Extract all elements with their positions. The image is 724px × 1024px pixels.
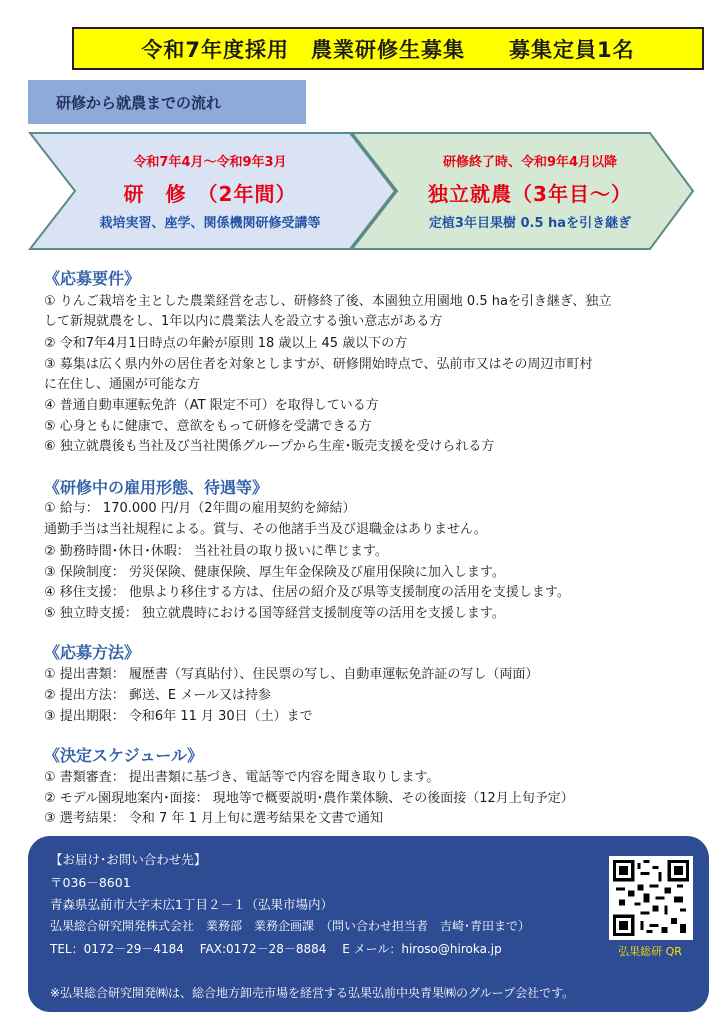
stage2-name: 独立就農（3年目～）: [428, 182, 632, 206]
stage2-detail: 定植3年目果樹 0.5 haを引き継ぎ: [428, 216, 632, 231]
requirement-item: して新規就農をし、1年以内に農業法人を設立する強い意志がある方: [44, 314, 443, 329]
stage1-detail: 栽培実習、座学、関係機関研修受講等: [99, 216, 321, 231]
stage1-period: 令和7年4月～令和9年3月: [133, 155, 287, 170]
employment-item: ④ 移住支援： 他県より移住する方は、住居の紹介及び県等支援制度の活用を支援します。: [44, 585, 570, 600]
qr-code-icon: [613, 860, 689, 936]
page-title: 令和7年度採用 農業研修生募集 募集定員1名: [72, 27, 704, 70]
application-item: ③ 提出期限： 令和6年 11 月 30日（土）まで: [44, 709, 313, 724]
requirement-item: ④ 普通自動車運転免許（AT 限定不可）を取得している方: [44, 398, 379, 413]
stage1-name: 研 修 （2年間）: [123, 182, 297, 206]
contact-panel: [28, 836, 709, 1012]
contact-organization: 弘果総合研究開発株式会社 業務部 業務企画課 （問い合わせ担当者 吉崎･青田まで）: [50, 919, 531, 933]
schedule-heading: 《決定スケジュール》: [44, 746, 204, 765]
stage2-period: 研修終了時、令和9年4月以降: [442, 155, 618, 170]
contact-heading: 【お届け･お問い合わせ先】: [50, 852, 207, 867]
requirement-item: ③ 募集は広く県内外の居住者を対象としますが、研修開始時点で、弘前市又はその周辺市町村: [44, 357, 593, 372]
application-item: ① 提出書類： 履歴書（写真貼付）、住民票の写し、自動車運転免許証の写し（両面）: [44, 667, 539, 682]
schedule-item: ② モデル園現地案内･面接： 現地等で概要説明･農作業体験、その後面接（12月上旬予定）: [44, 791, 574, 806]
employment-item: ① 給与： 170.000 円/月（2年間の雇用契約を締結）: [44, 501, 356, 516]
group-note: ※弘果総合研究開発㈱は、総合地方卸売市場を経営する弘果弘前中央青果㈱のグループ会社です。: [50, 986, 575, 1000]
schedule-item: ① 書類審査： 提出書類に基づき、電話等で内容を聞き取りします。: [44, 770, 440, 785]
employment-heading: 《研修中の雇用形態、待遇等》: [44, 478, 269, 497]
requirement-item: ⑥ 独立就農後も当社及び当社関係グループから生産･販売支援を受けられる方: [44, 439, 495, 454]
application-item: ② 提出方法： 郵送、E メール又は持参: [44, 688, 272, 703]
contact-address: 青森県弘前市大字末広1丁目２－１（弘果市場内）: [50, 897, 333, 912]
requirement-item: ① りんご栽培を主とした農業経営を志し、研修終了後、本園独立用園地 0.5 haを引き継ぎ、独立: [44, 294, 612, 309]
employment-item: ⑤ 独立時支援： 独立就農時における国等経営支援制度等の活用を支援します。: [44, 606, 505, 621]
requirement-item: ② 令和7年4月1日時点の年齢が原則 18 歳以上 45 歳以下の方: [44, 336, 408, 351]
flow-section-label: 研修から就農までの流れ: [28, 80, 306, 124]
contact-phone-email[interactable]: TEL：0172－29－4184 FAX:0172－28－8884 E メール：hiroso@hiroka.jp: [50, 942, 502, 956]
employment-item: ③ 保険制度： 労災保険、健康保険、厚生年金保険及び雇用保険に加入します。: [44, 565, 505, 580]
requirement-item: に在住し、通園が可能な方: [44, 377, 201, 392]
contact-postal: 〒036－8601: [50, 875, 131, 890]
employment-item: ② 勤務時間･休日･休暇： 当社社員の取り扱いに準じます。: [44, 544, 388, 559]
qr-label: 弘果総研 QR: [618, 945, 682, 958]
requirement-item: ⑤ 心身ともに健康で、意欲をもって研修を受講できる方: [44, 419, 372, 434]
application-heading: 《応募方法》: [44, 643, 141, 662]
qr-code[interactable]: [609, 856, 693, 940]
schedule-item: ③ 選考結果： 令和 7 年 1 月上旬に選考結果を文書で通知: [44, 811, 383, 826]
requirements-heading: 《応募要件》: [44, 269, 141, 288]
employment-item: 通勤手当は当社規程による。賞与、その他諸手当及び退職金はありません。: [44, 522, 487, 537]
